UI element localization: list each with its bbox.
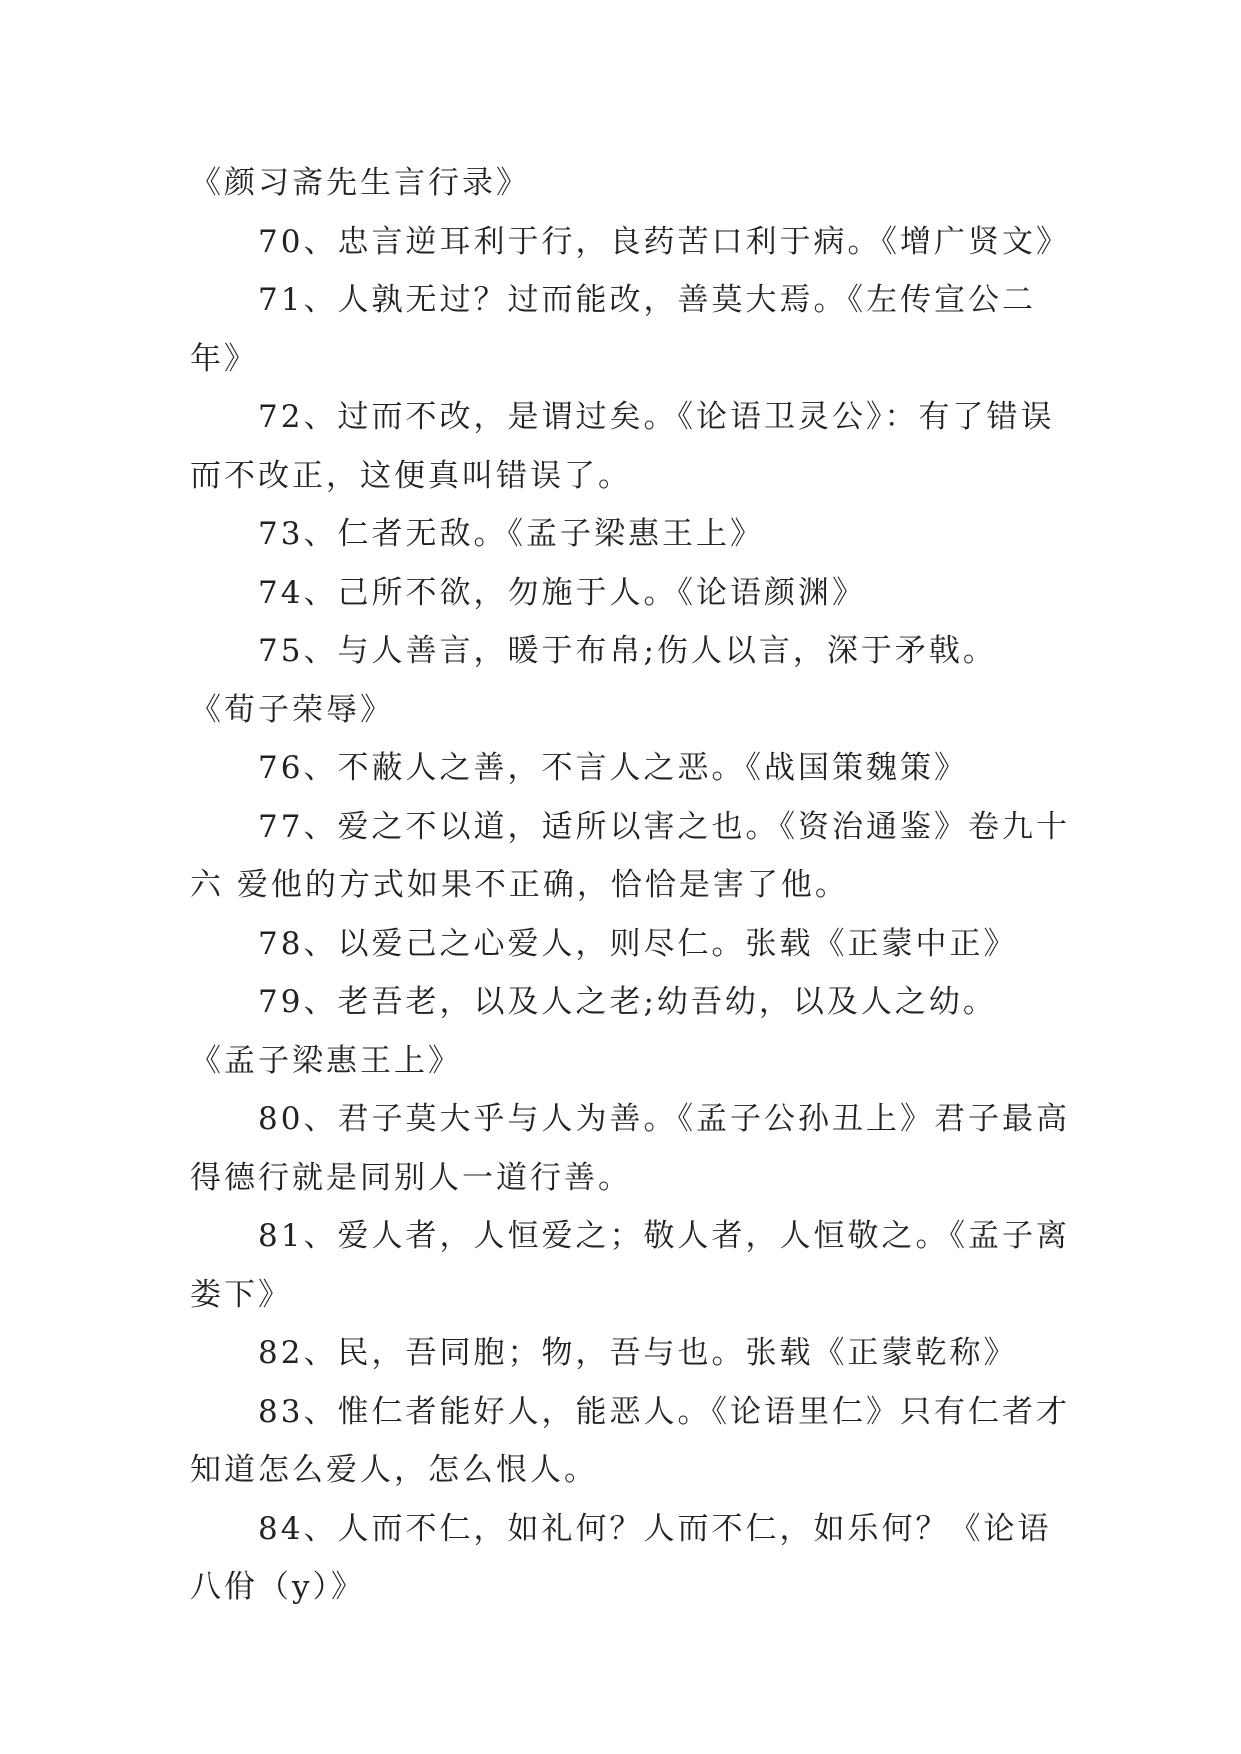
paragraph-quote-71: 71、人孰无过？过而能改，善莫大焉。《左传宣公二年》 <box>190 282 1036 377</box>
paragraph-quote-70: 70、忠言逆耳利于行，良药苦口利于病。《增广贤文》 <box>258 223 1070 260</box>
paragraph-quote-74: 74、己所不欲，勿施于人。《论语颜渊》 <box>258 574 866 611</box>
paragraph-quote-79: 79、老吾老，以及人之老;幼吾幼，以及人之幼。 《孟子梁惠王上》 <box>190 984 997 1079</box>
paragraph-quote-75: 75、与人善言，暖于布帛;伤人以言，深于矛戟。 《荀子荣辱》 <box>190 633 997 728</box>
paragraph-quote-82: 82、民，吾同胞；物，吾与也。张载《正蒙乾称》 <box>258 1335 1018 1371</box>
paragraph-quote-72: 72、过而不改，是谓过矣。《论语卫灵公》：有了错误而不改正，这便真叫错误了。 <box>190 399 1055 494</box>
paragraph-quote-78: 78、以爱己之心爱人，则尽仁。张载《正蒙中正》 <box>258 925 1018 962</box>
paragraph-quote-83: 83、惟仁者能好人，能恶人。《论语里仁》只有仁者才知道怎么爱人，怎么恨人。 <box>190 1393 1070 1488</box>
paragraph-quote-76: 76、不蔽人之善，不言人之恶。《战国策魏策》 <box>258 750 968 786</box>
paragraph-quote-84: 84、人而不仁，如礼何？人而不仁，如乐何？《论语八佾（y）》 <box>190 1510 1052 1605</box>
paragraph-source-continuation: 《颜习斋先生言行录》 <box>190 165 530 201</box>
paragraph-quote-73: 73、仁者无敌。《孟子梁惠王上》 <box>258 516 764 552</box>
paragraph-quote-80: 80、君子莫大乎与人为善。《孟子公孙丑上》君子最高得德行就是同别人一道行善。 <box>190 1101 1070 1196</box>
document-body <box>190 154 1070 1617</box>
paragraph-quote-77: 77、爱之不以道，适所以害之也。《资治通鉴》卷九十六 爱他的方式如果不正确，恰恰是害了他。 <box>190 808 1070 903</box>
paragraph-quote-81: 81、爱人者，人恒爱之；敬人者，人恒敬之。《孟子离娄下》 <box>190 1218 1070 1313</box>
